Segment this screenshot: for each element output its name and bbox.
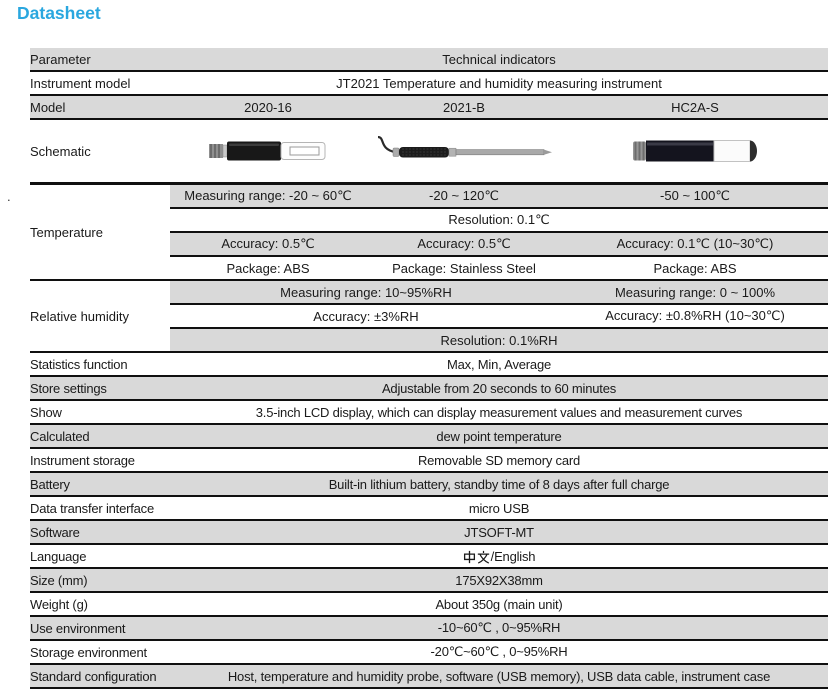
row-value: Host, temperature and humidity probe, software (USB memory), USB data cable, instrument case: [170, 664, 828, 688]
table-row: [30, 592, 828, 616]
temp-package-3: Package: ABS: [562, 256, 828, 280]
row-value: Adjustable from 20 seconds to 60 minutes: [170, 376, 828, 400]
rh-accuracy-3: Accuracy: ±0.8%RH (10~30℃): [562, 304, 828, 328]
table-row-schematic: [30, 119, 828, 184]
schematic-cell-3: [562, 119, 828, 184]
probe-cylinder-hc2a-icon: [632, 136, 758, 166]
table-row: [30, 664, 828, 688]
table-row-rh-range: [30, 280, 828, 304]
row-label: Statistics function: [30, 352, 170, 376]
table-row: [30, 376, 828, 400]
temp-package-2: Package: Stainless Steel: [366, 256, 562, 280]
row-label: Model: [30, 95, 170, 119]
row-value: dew point temperature: [170, 424, 828, 448]
row-value: 175X92X38mm: [170, 568, 828, 592]
schematic-cell-1: [170, 119, 366, 184]
row-label: Calculated: [30, 424, 170, 448]
temp-package-1: Package: ABS: [170, 256, 366, 280]
row-label: Size (mm): [30, 568, 170, 592]
rh-range-3: Measuring range: 0 ~ 100%: [562, 280, 828, 304]
temp-range-1: Measuring range: -20 ~ 60℃: [170, 184, 366, 209]
table-row: [30, 424, 828, 448]
row-label: Language: [30, 544, 170, 568]
temp-resolution: Resolution: 0.1℃: [170, 208, 828, 232]
row-label: Storage environment: [30, 640, 170, 664]
temp-range-2: -20 ~ 120℃: [366, 184, 562, 209]
row-value: Built-in lithium battery, standby time of 8 days after full charge: [170, 472, 828, 496]
row-label: Data transfer interface: [30, 496, 170, 520]
row-value: About 350g (main unit): [170, 592, 828, 616]
table-row: [30, 568, 828, 592]
row-value: Max, Min, Average: [170, 352, 828, 376]
row-value: 3.5-inch LCD display, which can display measurement values and measurement curves: [170, 400, 828, 424]
row-label: Battery: [30, 472, 170, 496]
row-value: JT2021 Temperature and humidity measuring instrument: [170, 71, 828, 95]
row-label: Weight (g): [30, 592, 170, 616]
table-row-language: [30, 544, 828, 568]
section-label-humidity: Relative humidity: [30, 280, 170, 352]
table-row: [30, 520, 828, 544]
row-label: Standard configuration: [30, 664, 170, 688]
cjk-zhong-glyph-icon: [463, 550, 476, 564]
cjk-wen-glyph-icon: [477, 550, 490, 564]
table-row: [30, 496, 828, 520]
row-value: -10~60℃ , 0~95%RH: [170, 616, 828, 640]
row-label: Store settings: [30, 376, 170, 400]
language-latin: /English: [490, 548, 536, 564]
row-value: Technical indicators: [170, 48, 828, 71]
spec-table: [30, 48, 828, 689]
row-value: micro USB: [170, 496, 828, 520]
temp-accuracy-1: Accuracy: 0.5℃: [170, 232, 366, 256]
table-row: [30, 352, 828, 376]
model-2021-b: 2021-B: [366, 95, 562, 119]
row-label: Schematic: [30, 119, 170, 184]
row-label: Parameter: [30, 48, 170, 71]
schematic-cell-2: [366, 119, 562, 184]
simple-rows: [30, 352, 828, 688]
table-row-parameter: [30, 48, 828, 71]
row-value: -20℃~60℃ , 0~95%RH: [170, 640, 828, 664]
temp-accuracy-3: Accuracy: 0.1℃ (10~30℃): [562, 232, 828, 256]
table-row-instrument-model: [30, 71, 828, 95]
table-row: [30, 640, 828, 664]
probe-cylinder-abs-icon: [208, 137, 328, 165]
row-label: Instrument model: [30, 71, 170, 95]
row-label: Show: [30, 400, 170, 424]
row-value: Removable SD memory card: [170, 448, 828, 472]
model-2020-16: 2020-16: [170, 95, 366, 119]
rh-range-12: Measuring range: 10~95%RH: [170, 280, 562, 304]
temp-accuracy-2: Accuracy: 0.5℃: [366, 232, 562, 256]
table-row: [30, 616, 828, 640]
table-row: [30, 448, 828, 472]
section-label-temperature: Temperature: [30, 184, 170, 281]
table-row: [30, 472, 828, 496]
temp-range-3: -50 ~ 100℃: [562, 184, 828, 209]
table-row-temp-range: [30, 184, 828, 209]
row-label: Use environment: [30, 616, 170, 640]
table-row: [30, 400, 828, 424]
table-row-model: [30, 95, 828, 119]
rh-accuracy-12: Accuracy: ±3%RH: [170, 304, 562, 328]
row-label: Instrument storage: [30, 448, 170, 472]
row-value: JTSOFT-MT: [170, 520, 828, 544]
row-label: Software: [30, 520, 170, 544]
model-hc2a-s: HC2A-S: [562, 95, 828, 119]
page-title: Datasheet: [17, 3, 101, 23]
language-value: [170, 544, 828, 568]
stray-dot: .: [7, 189, 11, 204]
rh-resolution: Resolution: 0.1%RH: [170, 328, 828, 352]
probe-needle-stainless-icon: [375, 136, 553, 166]
